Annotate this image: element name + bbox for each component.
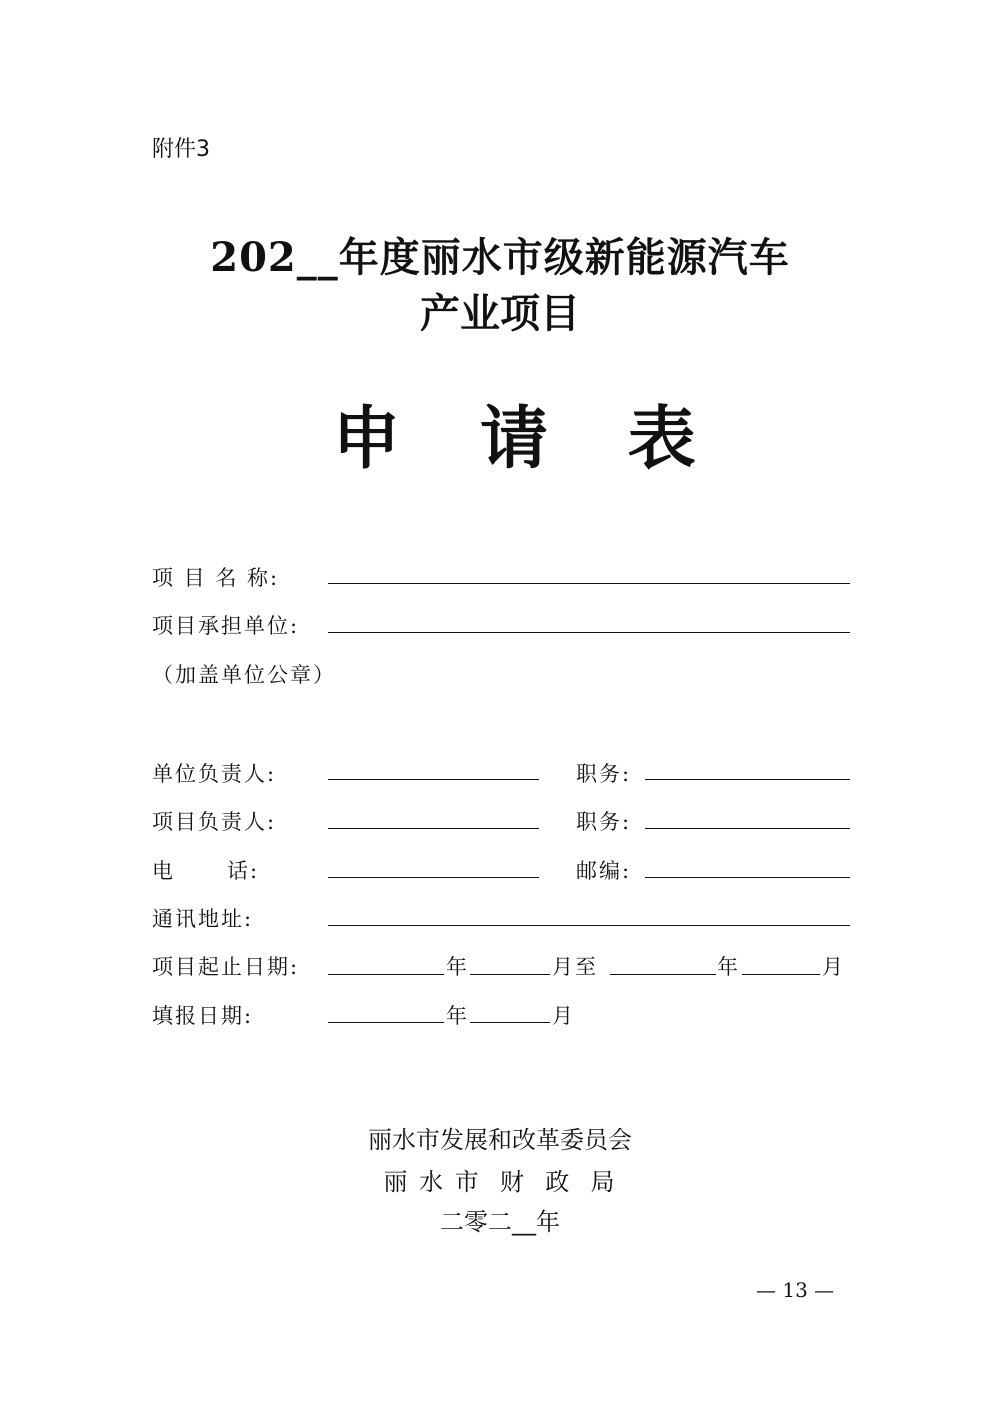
title-line-2: 产业项目 bbox=[420, 290, 580, 337]
postcode-field[interactable] bbox=[645, 877, 850, 878]
end-month-unit: 月 bbox=[822, 955, 845, 979]
address-label: 通讯地址: bbox=[152, 907, 254, 931]
issuer-finance-bureau: 丽 水 市 财 政 局 bbox=[383, 1168, 617, 1196]
fill-date-label: 填报日期: bbox=[152, 1004, 254, 1028]
phone-label: 电 话: bbox=[152, 859, 260, 883]
address-field[interactable] bbox=[328, 925, 850, 926]
seal-note: （加盖单位公章） bbox=[152, 663, 336, 687]
position-label-1: 职务: bbox=[576, 762, 632, 786]
project-name-field[interactable] bbox=[328, 583, 850, 584]
postcode-label: 邮编: bbox=[576, 859, 632, 883]
fill-month-unit: 月 bbox=[552, 1004, 575, 1028]
position-field-1[interactable] bbox=[645, 779, 850, 780]
fill-month-field[interactable] bbox=[470, 1022, 550, 1023]
undertaking-unit-label: 项目承担单位: bbox=[152, 614, 300, 638]
issue-year: 二零二__年 bbox=[440, 1208, 560, 1236]
issuer-ndrc: 丽水市发展和改革委员会 bbox=[368, 1126, 632, 1154]
end-year-unit: 年 bbox=[717, 955, 740, 979]
start-year-unit: 年 bbox=[446, 955, 469, 979]
phone-field[interactable] bbox=[328, 877, 539, 878]
unit-head-label: 单位负责人: bbox=[152, 762, 277, 786]
project-name-label: 项 目 名 称: bbox=[152, 566, 280, 590]
position-field-2[interactable] bbox=[645, 828, 850, 829]
start-month-field[interactable] bbox=[470, 974, 550, 975]
fill-year-unit: 年 bbox=[446, 1004, 469, 1028]
start-year-field[interactable] bbox=[328, 974, 444, 975]
end-month-field[interactable] bbox=[742, 974, 820, 975]
form-main-title: 申 请 表 bbox=[332, 399, 724, 479]
position-label-2: 职务: bbox=[576, 810, 632, 834]
project-period-label: 项目起止日期: bbox=[152, 955, 300, 979]
fill-year-field[interactable] bbox=[328, 1022, 444, 1023]
start-month-unit: 月至 bbox=[552, 955, 598, 979]
undertaking-unit-field[interactable] bbox=[328, 632, 850, 633]
project-head-field[interactable] bbox=[328, 828, 539, 829]
attachment-label: 附件3 bbox=[152, 137, 210, 162]
project-head-label: 项目负责人: bbox=[152, 810, 277, 834]
unit-head-field[interactable] bbox=[328, 779, 539, 780]
end-year-field[interactable] bbox=[610, 974, 716, 975]
title-line-1: 202__年度丽水市级新能源汽车 bbox=[210, 234, 790, 281]
page-number: — 13 — bbox=[756, 1278, 835, 1302]
